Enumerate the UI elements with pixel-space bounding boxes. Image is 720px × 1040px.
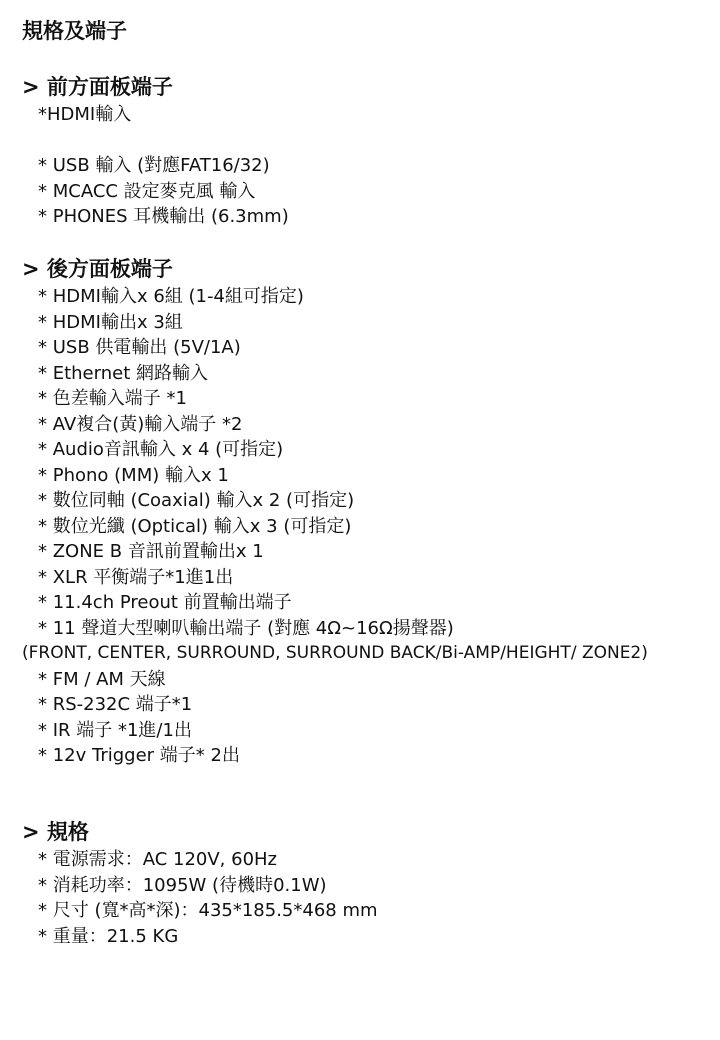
rear-panel-item: * 11 聲道大型喇叭輸出端子 (對應 4Ω~16Ω揚聲器) (38, 617, 454, 639)
specs-section (0, 817, 720, 949)
rear-panel-item: * 數位同軸 (Coaxial) 輸入x 2 (可指定) (38, 490, 355, 511)
specs-heading: > 規格 (22, 820, 89, 844)
front-panel-item: * PHONES 耳機輸出 (6.3mm) (38, 206, 289, 227)
specs-item: * 重量：21.5 KG (38, 925, 179, 947)
rear-panel-item: * Phono (MM) 輸入x 1 (38, 464, 229, 486)
rear-panel-item: * Ethernet 網路輸入 (38, 362, 208, 384)
rear-panel-section (0, 254, 720, 769)
front-panel-section (0, 72, 720, 230)
front-panel-item: * USB 輸入 (對應FAT16/32) (38, 155, 270, 176)
front-panel-item: *HDMI輸入 (38, 104, 132, 125)
specs-item: * 尺寸 (寬*高*深)：435*185.5*468 mm (38, 900, 378, 921)
rear-panel-item: * IR 端子 *1進/1出 (38, 719, 192, 741)
rear-panel-item: * USB 供電輸出 (5V/1A) (38, 337, 241, 358)
rear-panel-item: * HDMI輸入x 6組 (1-4組可指定) (38, 286, 304, 307)
front-panel-heading: > 前方面板端子 (22, 75, 173, 99)
page-title: 規格及端子 (22, 19, 127, 43)
rear-panel-item: * 12v Trigger 端子* 2出 (38, 745, 240, 766)
front-panel-spacer (0, 128, 720, 154)
rear-panel-channel-list: (FRONT, CENTER, SURROUND, SURROUND BACK/Bi-AMP/HEIGHT/ ZONE2) (22, 643, 648, 663)
rear-panel-item: * XLR 平衡端子*1進1出 (38, 566, 234, 588)
rear-panel-item: * ZONE B 音訊前置輸出x 1 (38, 541, 264, 562)
rear-panel-item: * RS-232C 端子*1 (38, 694, 193, 715)
rear-panel-item: * 數位光纖 (Optical) 輸入x 3 (可指定) (38, 515, 352, 537)
rear-panel-item: * 色差輸入端子 *1 (38, 388, 187, 409)
specs-item: * 電源需求：AC 120V, 60Hz (38, 849, 278, 870)
rear-panel-item: * HDMI輸出x 3組 (38, 311, 183, 333)
front-panel-item: * MCACC 設定麥克風 輸入 (38, 180, 256, 202)
rear-panel-item: * Audio音訊輸入 x 4 (可指定) (38, 439, 284, 460)
rear-panel-item: * AV複合(黃)輸入端子 *2 (38, 413, 243, 435)
rear-panel-item: * FM / AM 天線 (38, 668, 166, 690)
rear-panel-heading: > 後方面板端子 (22, 257, 173, 281)
rear-panel-item: * 11.4ch Preout 前置輸出端子 (38, 592, 292, 613)
specs-item: * 消耗功率：1095W (待機時0.1W) (38, 874, 327, 896)
